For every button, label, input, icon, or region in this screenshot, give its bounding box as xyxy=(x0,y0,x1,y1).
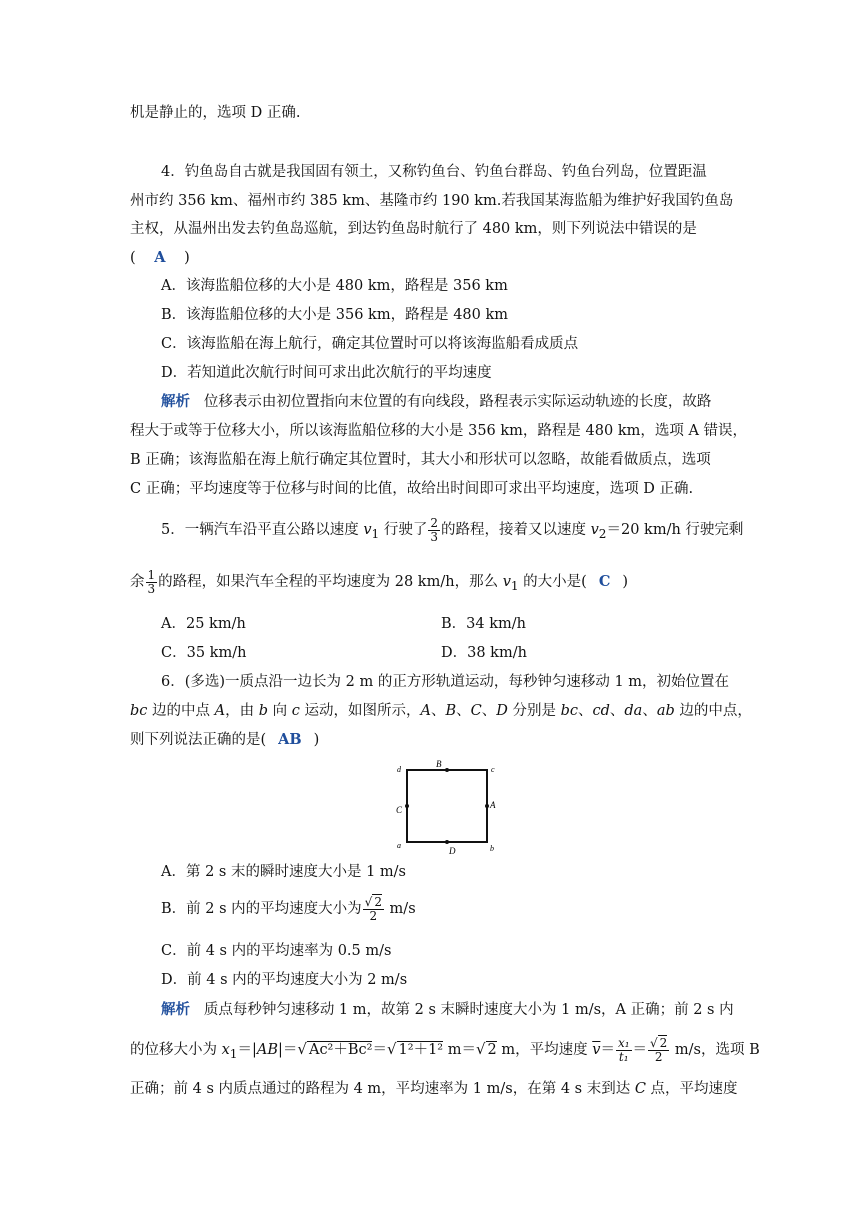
ab-symbol: AB xyxy=(256,1042,279,1058)
radicand: 2 xyxy=(374,894,382,909)
v1-subscript: 1 xyxy=(371,526,380,541)
v2-symbol: v xyxy=(590,522,599,538)
q5-option-a: A．25 km/h xyxy=(161,616,246,632)
q6-italic: bc xyxy=(560,703,578,719)
q5-option-c: C．35 km/h xyxy=(161,645,247,661)
q6-analysis-line-3 xyxy=(130,1079,738,1099)
radicand: Ac²＋Bc² xyxy=(308,1042,373,1058)
q5-option-d: D．38 km/h xyxy=(441,645,527,661)
q6-text: ＝ xyxy=(372,1042,387,1058)
q6-text: 、 xyxy=(577,703,593,719)
denominator: 2 xyxy=(654,1049,663,1064)
q6-line-2 xyxy=(130,701,752,721)
q4-line-1: 4．钓鱼岛自古就是我国固有领土，又称钓鱼台、钓鱼台群岛、钓鱼台列岛，位置距温 xyxy=(161,164,707,180)
q4-answer: A xyxy=(154,249,166,266)
numerator: x₁ xyxy=(617,1035,630,1050)
sqrt-symbol: √ xyxy=(297,1040,307,1058)
q6-option-b xyxy=(161,892,761,926)
q6-option-c: C．前 4 s 内的平均速率为 0.5 m/s xyxy=(161,943,392,959)
label-C: C xyxy=(396,805,403,815)
label-D: D xyxy=(449,846,456,856)
q4-option-d: D．若知道此次航行时间可求出此次航行的平均速度 xyxy=(161,365,492,381)
numerator: √ 2 xyxy=(364,894,382,909)
q6-answer: AB xyxy=(278,731,302,748)
q5-text: 行驶了 xyxy=(379,522,428,538)
radicand: 2 xyxy=(487,1042,497,1058)
paren-close: ) xyxy=(184,250,190,266)
q6-line-1: 6．(多选)一质点沿一边长为 2 m 的正方形轨道运动，每秒钟匀速移动 1 m，初始位置在 xyxy=(161,674,730,690)
q5-text: 的路程，接着又以速度 xyxy=(440,522,591,538)
point-D xyxy=(445,840,449,844)
q6-text: 、 xyxy=(456,703,471,719)
analysis-text: 质点每秒钟匀速移动 1 m，故第 2 s 末瞬时速度大小为 1 m/s，A 正确；前 2 s 内 xyxy=(203,1002,734,1018)
label-B: B xyxy=(436,760,442,769)
q6-italic: A xyxy=(214,703,226,719)
denominator: t₁ xyxy=(618,1049,629,1064)
q6-italic: ab xyxy=(656,703,675,719)
label-A: A xyxy=(490,800,496,810)
q5-answer: C xyxy=(598,573,611,590)
q6-text: m＝ xyxy=(443,1042,476,1058)
q6-option-d: D．前 4 s 内的平均速度大小为 2 m/s xyxy=(161,972,408,988)
q6-text: m/s，选项 B xyxy=(670,1042,760,1058)
paren-open: ( xyxy=(130,250,136,266)
square-track-figure xyxy=(392,760,502,856)
q4-option-c: C．该海监船在海上航行，确定其位置时可以将该海监船看成质点 xyxy=(161,336,579,352)
q6-analysis-line-1 xyxy=(161,1000,761,1020)
q4-option-a: A．该海监船位移的大小是 480 km，路程是 356 km xyxy=(161,278,508,294)
q5-text: ＝20 km/h 行驶完剩 xyxy=(606,522,744,538)
q5-text: 余 xyxy=(130,574,145,590)
q6-italic: c xyxy=(291,703,300,719)
q6-text: 向 xyxy=(268,703,292,719)
fraction-root2-over-2 xyxy=(363,896,384,923)
continued-line: 机是静止的，选项 D 正确. xyxy=(130,105,301,121)
q4-analysis-line-2: 程大于或等于位移大小，所以该海监船位移的大小是 356 km，路程是 480 km，选项 A 错误， xyxy=(130,423,748,439)
q6-text: 、 xyxy=(642,703,657,719)
q6-text: 边的中点 xyxy=(147,703,215,719)
q5-line-2 xyxy=(130,566,730,602)
q6-text: m，平均速度 xyxy=(496,1042,593,1058)
sqrt-symbol: √ xyxy=(386,1040,397,1058)
q6-line-3 xyxy=(130,730,730,750)
q6-text: 的位移大小为 xyxy=(130,1042,222,1058)
q6-italic: A xyxy=(420,703,431,719)
q4-answer-line xyxy=(130,248,730,268)
paren-close: ) xyxy=(622,574,629,590)
q4-line-3: 主权，从温州出发去钓鱼岛巡航，到达钓鱼岛时航行了 480 km，则下列说法中错误的是 xyxy=(130,221,697,237)
q5-option-b: B．34 km/h xyxy=(441,616,526,632)
q6-text: B．前 2 s 内的平均速度大小为 xyxy=(161,901,362,917)
q6-italic: b xyxy=(258,703,269,719)
q6-text: 、 xyxy=(609,703,625,719)
q6-text: 点，平均速度 xyxy=(645,1081,738,1097)
q6-text: ＝ xyxy=(600,1042,615,1058)
q6-text: m/s xyxy=(384,901,416,917)
x-subscript: 1 xyxy=(229,1046,238,1061)
q5-text: 5．一辆汽车沿平直公路以速度 xyxy=(161,522,364,538)
analysis-text: 位移表示由初位置指向末位置的有向线段，路程表示实际运动轨迹的长度，故路 xyxy=(203,394,712,410)
q6-italic: D xyxy=(496,703,508,719)
label-d: d xyxy=(397,765,401,774)
q6-text: 则下列说法正确的是( xyxy=(130,732,267,748)
label-a: a xyxy=(397,841,401,850)
square-track xyxy=(407,770,487,842)
q4-analysis-line-4: C 正确；平均速度等于位移与时间的比值，故给出时间即可求出平均速度，选项 D 正确. xyxy=(130,481,694,497)
label-c: c xyxy=(491,765,495,774)
q4-analysis-line-3: B 正确；该海监船在海上航行确定其位置时，其大小和形状可以忽略，故能看做质点，选项 xyxy=(130,452,711,468)
sqrt-symbol: √ xyxy=(475,1040,486,1058)
analysis-label: 解析 xyxy=(161,1001,190,1018)
q6-italic: cd xyxy=(592,703,610,719)
q5-text: 的路程，如果汽车全程的平均速度为 28 km/h，那么 xyxy=(158,574,503,590)
q6-text: ＝ xyxy=(632,1042,648,1058)
radicand: 1²＋1² xyxy=(398,1042,444,1058)
q6-italic: B xyxy=(445,703,457,719)
v1-subscript: 1 xyxy=(510,578,519,593)
q6-italic: C xyxy=(470,703,482,719)
paren-close: ) xyxy=(313,732,320,748)
fraction-two-thirds xyxy=(428,517,440,544)
denominator: 3 xyxy=(147,581,156,596)
q6-text: 边的中点， xyxy=(674,703,752,719)
q6-text: 分别是 xyxy=(507,703,561,719)
q5-line-1 xyxy=(161,514,761,550)
q5-text: 的大小是( xyxy=(518,574,587,590)
v-bar-symbol: $\overline{v}$ xyxy=(592,1042,601,1058)
q6-text: 、 xyxy=(430,703,446,719)
q6-text: ＝| xyxy=(237,1042,257,1058)
q6-italic: bc xyxy=(130,703,148,719)
q6-italic: da xyxy=(624,703,643,719)
fraction-one-third xyxy=(146,569,158,596)
q6-text: 正确；前 4 s 内质点通过的路程为 4 m，平均速率为 1 m/s，在第 4 s 末到达 xyxy=(130,1081,635,1097)
analysis-label: 解析 xyxy=(161,393,190,410)
q6-text: |＝ xyxy=(278,1042,298,1058)
point-B xyxy=(445,768,449,772)
q6-option-a: A．第 2 s 末的瞬时速度大小是 1 m/s xyxy=(161,864,406,880)
x-symbol: x xyxy=(221,1042,230,1058)
v1-symbol: v xyxy=(363,522,372,538)
c-symbol: C xyxy=(634,1081,646,1097)
q6-analysis-line-2 xyxy=(130,1032,760,1071)
q6-text: 运动，如图所示， xyxy=(299,703,421,719)
denominator: 2 xyxy=(369,908,378,923)
point-A xyxy=(485,804,489,808)
denominator: 3 xyxy=(430,529,438,544)
v1-symbol: v xyxy=(502,574,511,590)
radicand: 2 xyxy=(659,1035,668,1050)
label-b: b xyxy=(490,844,494,853)
fraction-x1-over-t1 xyxy=(616,1037,632,1064)
q6-text: 、 xyxy=(481,703,497,719)
q4-analysis-line-1 xyxy=(161,392,761,412)
numerator: 1 xyxy=(147,567,156,582)
q6-text: ，由 xyxy=(225,703,259,719)
numerator: √ 2 xyxy=(650,1035,668,1050)
q4-option-b: B．该海监船位移的大小是 356 km，路程是 480 km xyxy=(161,307,509,323)
point-C xyxy=(405,804,409,808)
numerator: 2 xyxy=(430,515,438,530)
q4-line-2: 州市约 356 km、福州市约 385 km、基隆市约 190 km.若我国某海监船为维护好我国钓鱼岛 xyxy=(130,193,734,209)
fraction-root2-over-2 xyxy=(648,1037,669,1064)
v2-subscript: 2 xyxy=(598,526,607,541)
